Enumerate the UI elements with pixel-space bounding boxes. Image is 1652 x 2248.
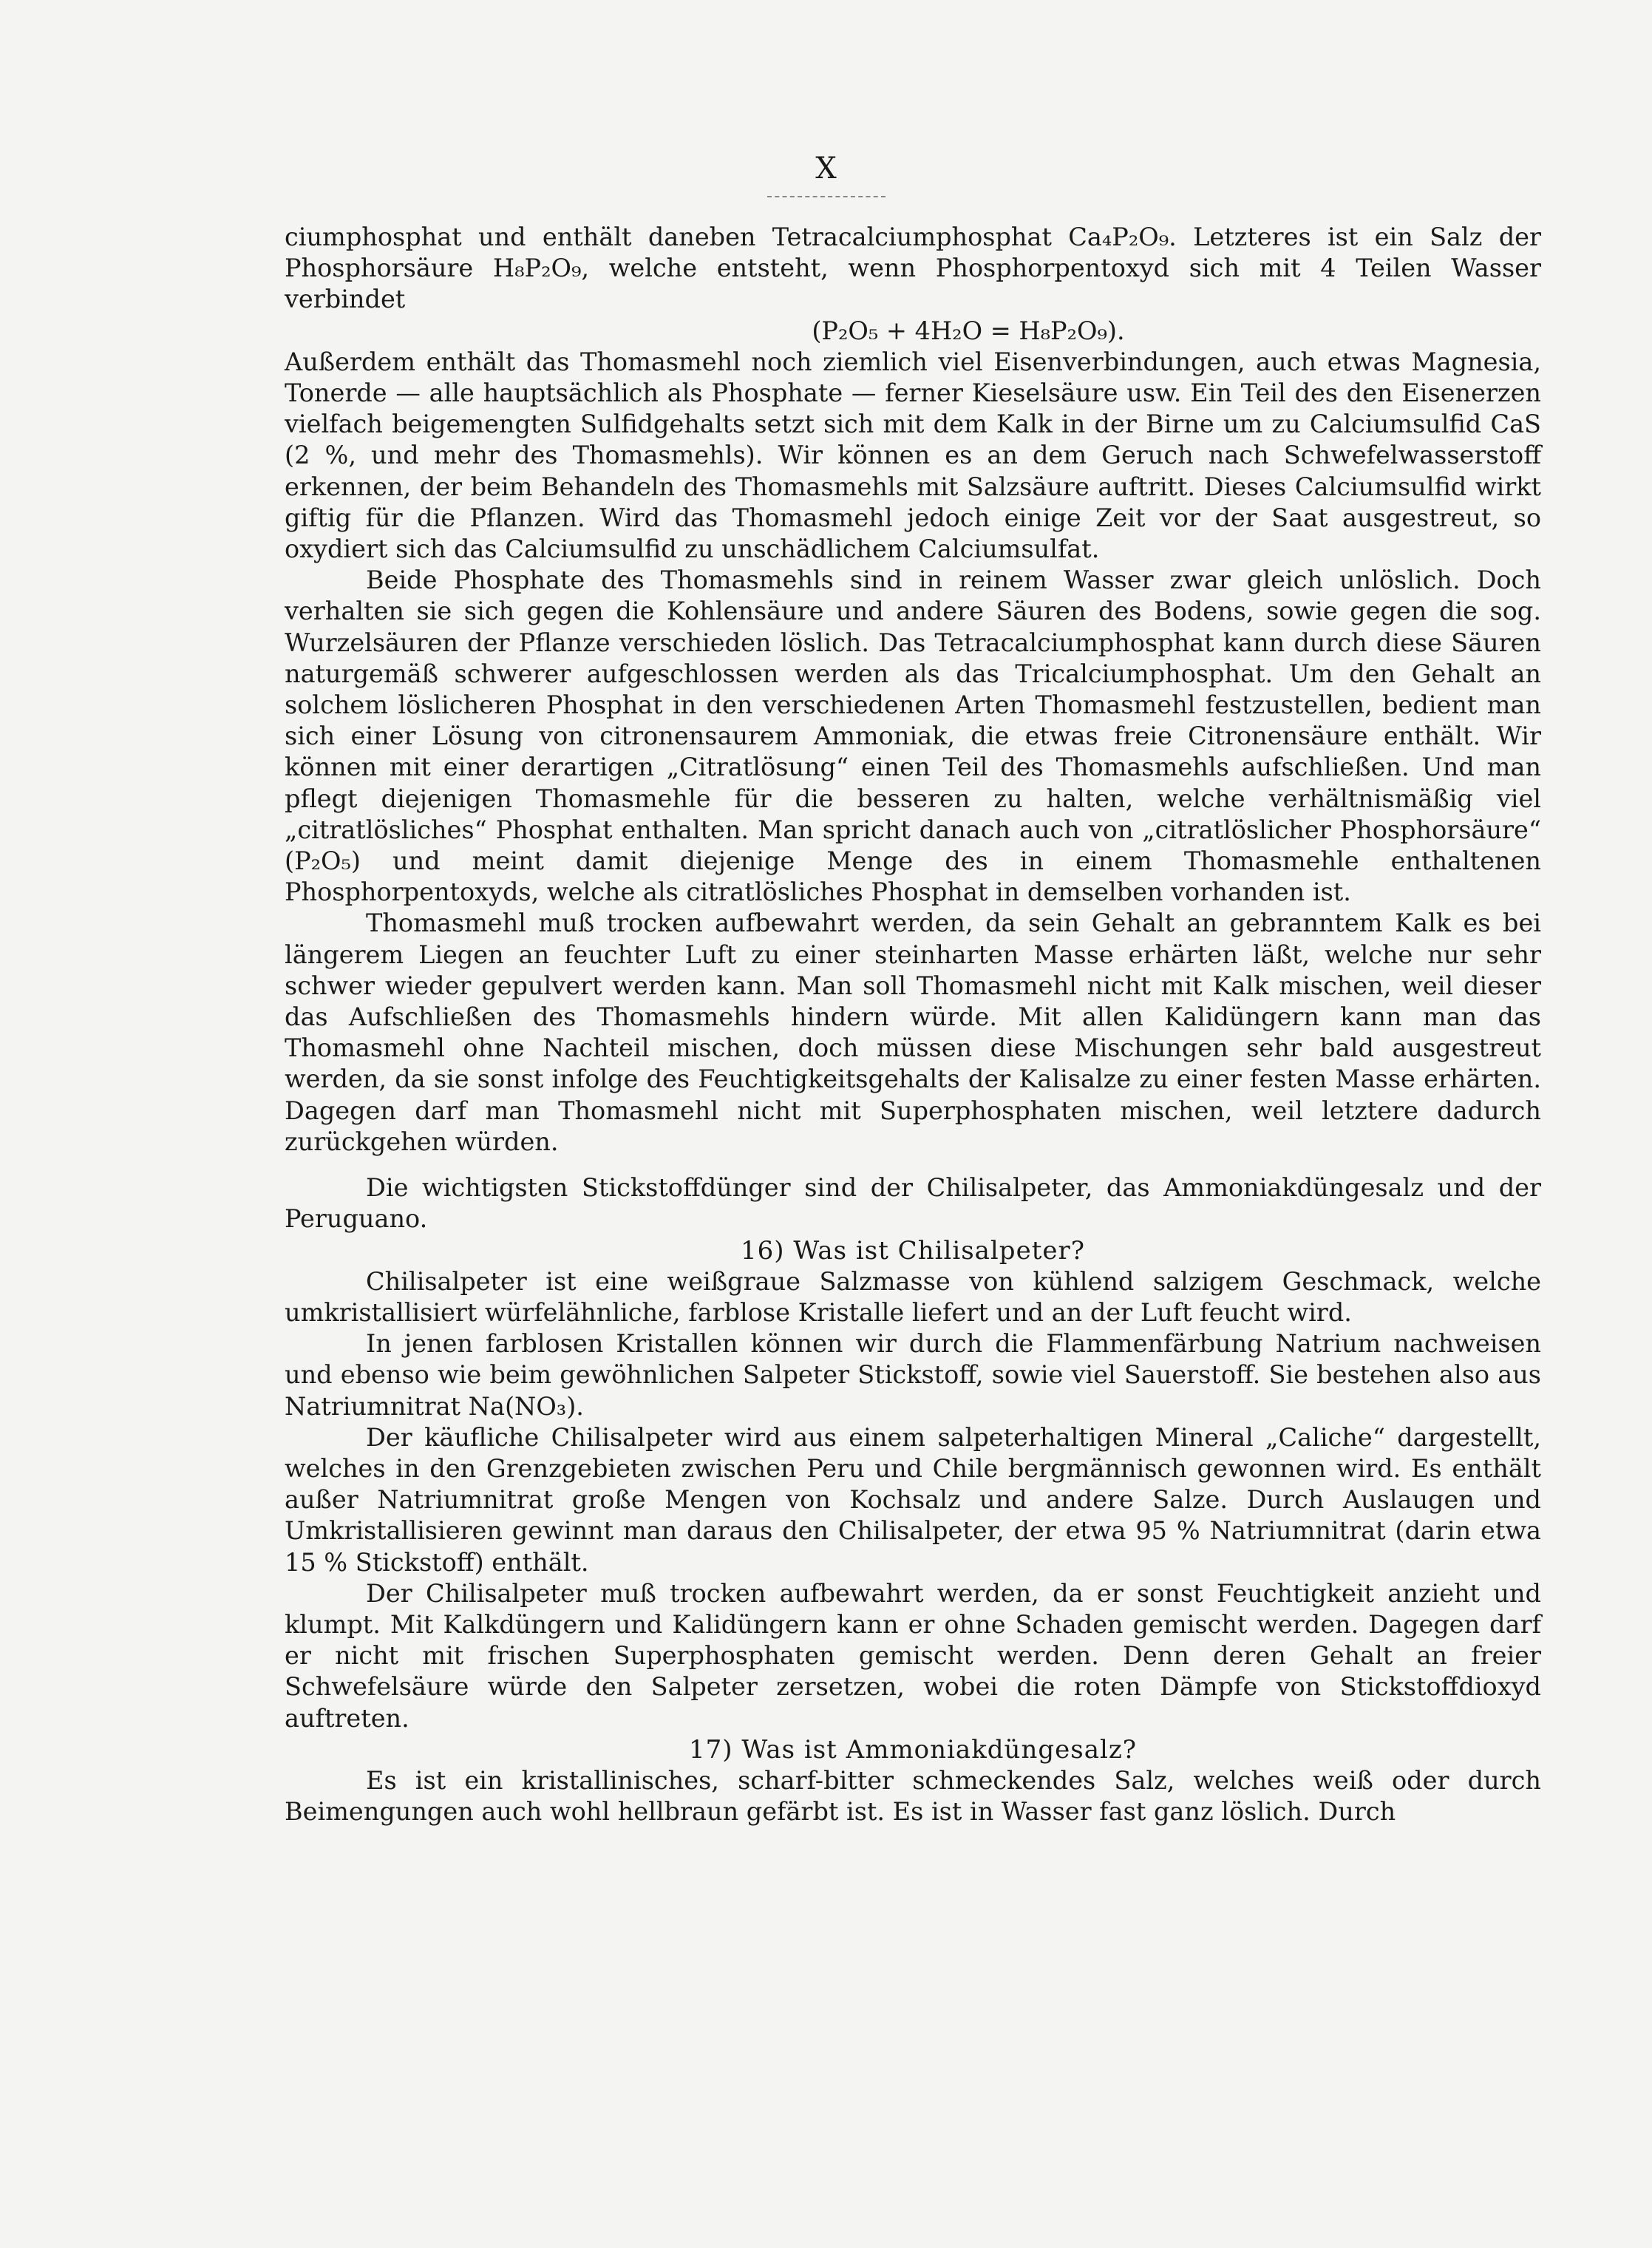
page-number: X bbox=[815, 152, 837, 186]
paragraph: Es ist ein kristallinisches, scharf-bitter schmeckendes Salz, welches weiß oder durch Beimengungen auch wohl hellbraun gefärbt ist. Es ist in Wasser fast ganz löslich. Durch bbox=[285, 1765, 1541, 1827]
page-body bbox=[285, 222, 1541, 1827]
page-header bbox=[0, 152, 1652, 197]
paragraph: Außerdem enthält das Thomasmehl noch ziemlich viel Eisenverbindungen, auch etwas Magnesia, Tonerde — alle hauptsächlich als Phosphate — ferner Kieselsäure usw. Ein Teil des den Eisenerzen vielfach beigemengten Sulfidgehalts setzt sich mit dem Kalk in der Birne um zu Calciumsulfid CaS (2 %, und mehr des Thomasmehls). Wir können es an dem Geruch nach Schwefelwasserstoff erkennen, der beim Behandeln des Thomasmehls mit Salzsäure auftritt. Dieses Calciumsulfid wirkt giftig für die Pflanzen. Wird das Thomasmehl jedoch einige Zeit vor der Saat ausgestreut, so oxydiert sich das Calciumsulfid zu unschädlichem Calciumsulfat. bbox=[285, 347, 1541, 564]
header-ornament bbox=[767, 189, 886, 197]
section-heading-17: 17) Was ist Ammoniakdüngesalz? bbox=[689, 1734, 1137, 1765]
paragraph: Der Chilisalpeter muß trocken aufbewahrt werden, da er sonst Feuchtigkeit anzieht und klumpt. Mit Kalkdüngern und Kalidüngern kann er ohne Schaden gemischt werden. Dagegen darf er nicht mit frischen Superphosphaten gemischt werden. Denn deren Gehalt an freier Schwefelsäure würde den Salpeter zersetzen, wobei die roten Dämpfe von Stickstoffdioxyd auftreten. bbox=[285, 1578, 1541, 1733]
paragraph: In jenen farblosen Kristallen können wir durch die Flammenfärbung Natrium nachweisen und ebenso wie beim gewöhnlichen Salpeter Stickstoff, sowie viel Sauerstoff. Sie bestehen also aus Natriumnitrat Na(NO₃). bbox=[285, 1329, 1541, 1421]
paragraph: Die wichtigsten Stickstoffdünger sind der Chilisalpeter, das Ammoniakdüngesalz und der Peruguano. bbox=[285, 1173, 1541, 1234]
paragraph: Chilisalpeter ist eine weißgraue Salzmasse von kühlend salzigem Geschmack, welche umkristallisiert würfelähnliche, farblose Kristalle liefert und an der Luft feucht wird. bbox=[285, 1266, 1541, 1327]
section-heading-16: 16) Was ist Chilisalpeter? bbox=[741, 1235, 1085, 1266]
chemical-formula: (P₂O₅ + 4H₂O = H₈P₂O₉). bbox=[812, 316, 1125, 345]
paragraph: Beide Phosphate des Thomasmehls sind in reinem Wasser zwar gleich unlöslich. Doch verhalten sie sich gegen die Kohlensäure und andere Säuren des Bodens, sowie gegen die sog. Wurzelsäuren der Pflanze verschieden löslich. Das Tetracalciumphosphat kann durch diese Säuren naturgemäß schwerer aufgeschlossen werden als das Tricalciumphosphat. Um den Gehalt an solchem löslicheren Phosphat in den verschiedenen Arten Thomasmehl festzustellen, bedient man sich einer Lösung von citronensaurem Ammoniak, die etwas freie Citronensäure enthält. Wir können mit einer derartigen „Citratlösung“ einen Teil des Thomasmehls aufschließen. Und man pflegt diejenigen Thomasmehle für die besseren zu halten, welche verhältnismäßig viel „citratlösliches“ Phosphat enthalten. Man spricht danach auch von „citratlöslicher Phosphorsäure“ (P₂O₅) und meint damit diejenige Menge des in einem Thomasmehle enthaltenen Phosphorpentoxyds, welche als citratlösliches Phosphat in demselben vorhanden ist. bbox=[285, 566, 1541, 907]
paragraph: Thomasmehl muß trocken aufbewahrt werden, da sein Gehalt an gebranntem Kalk es bei längerem Liegen an feuchter Luft zu einer steinharten Masse erhärten läßt, welche nur sehr schwer wieder gepulvert werden kann. Man soll Thomasmehl nicht mit Kalk mischen, weil dieser das Aufschließen des Thomasmehls hindern würde. Mit allen Kalidüngern kann man das Thomasmehl ohne Nachteil mischen, doch müssen diese Mischungen sehr bald ausgestreut werden, da sie sonst infolge des Feuchtigkeitsgehalts der Kalisalze zu einer festen Masse erhärten. Dagegen darf man Thomasmehl nicht mit Superphosphaten mischen, weil letztere dadurch zurückgehen würden. bbox=[285, 909, 1541, 1156]
paragraph: Der käufliche Chilisalpeter wird aus einem salpeterhaltigen Mineral „Caliche“ dargestellt, welches in den Grenzgebieten zwischen Peru und Chile bergmännisch gewonnen wird. Es enthält außer Natriumnitrat große Mengen von Kochsalz und andere Salze. Durch Auslaugen und Umkristallisieren gewinnt man daraus den Chilisalpeter, der etwa 95 % Natriumnitrat (darin etwa 15 % Stickstoff) enthält. bbox=[285, 1422, 1541, 1577]
paragraph: ciumphosphat und enthält daneben Tetracalciumphosphat Ca₄P₂O₉. Letzteres ist ein Salz der Phosphorsäure H₈P₂O₉, welche entsteht, wenn Phosphorpentoxyd sich mit 4 Teilen Wasser verbindet bbox=[285, 223, 1541, 314]
